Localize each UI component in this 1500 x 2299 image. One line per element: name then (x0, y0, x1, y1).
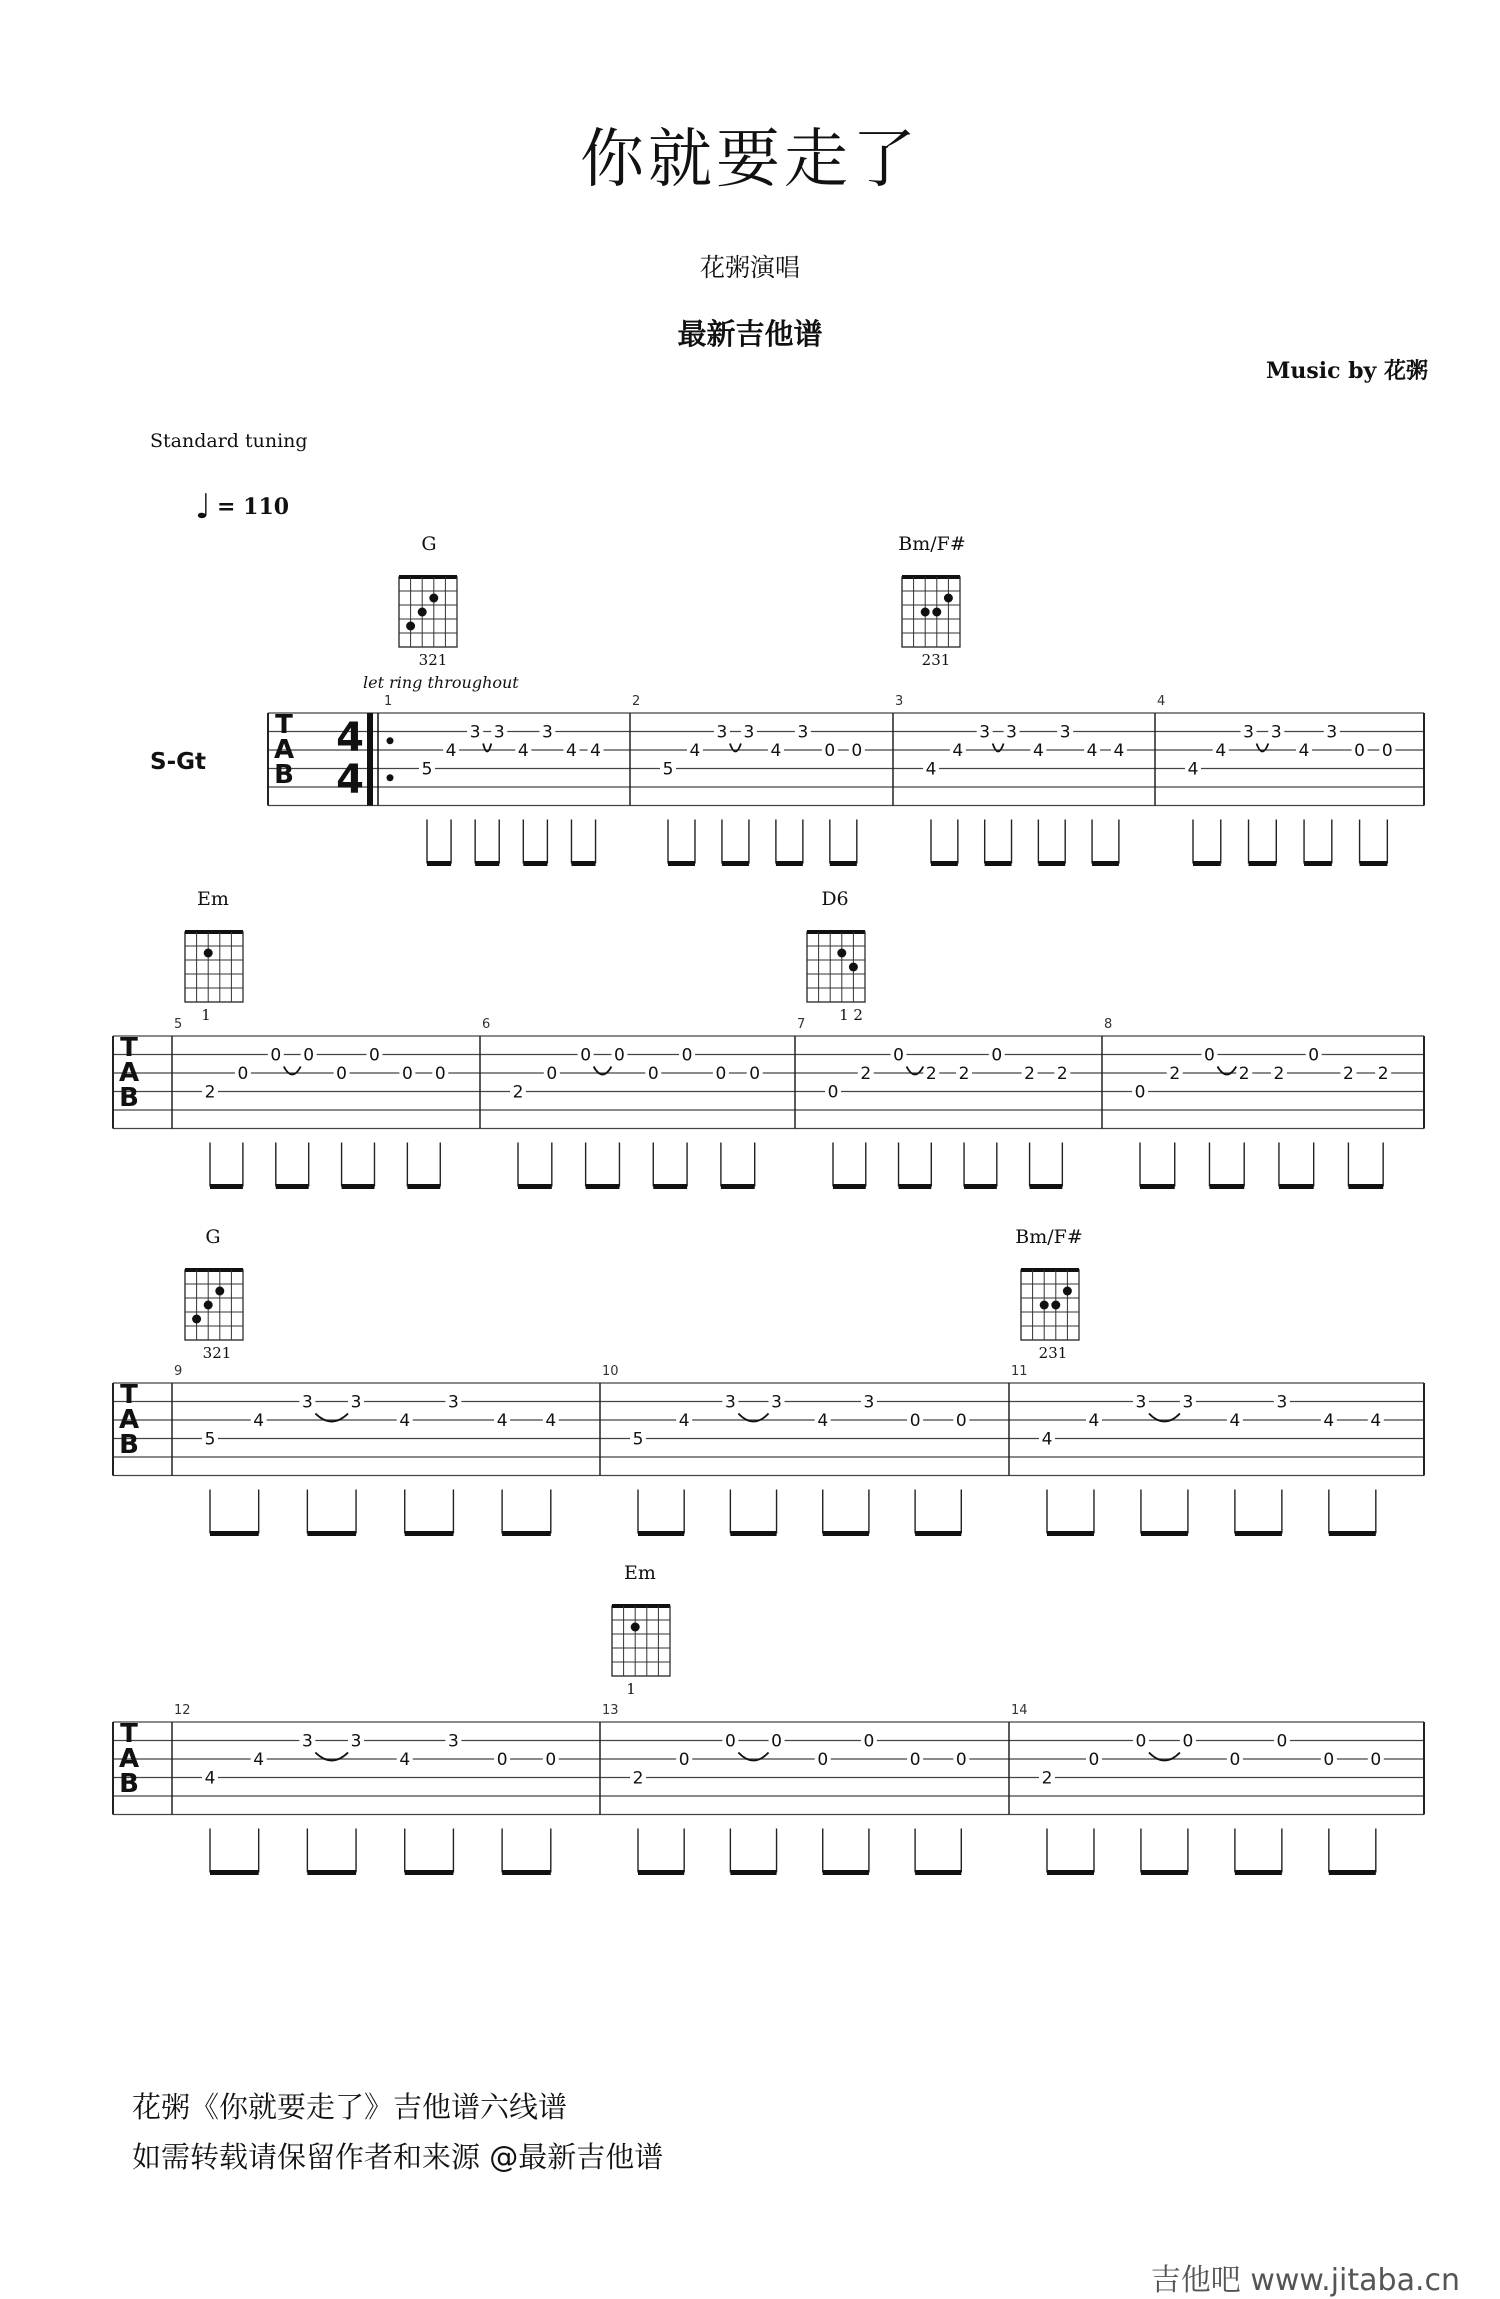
fret-number: 4 (545, 1411, 557, 1431)
chord-finger-dot (837, 949, 846, 958)
fret-number: 0 (1182, 1731, 1194, 1752)
fret-number: 0 (1135, 1731, 1147, 1752)
fret-number: 2 (1343, 1064, 1354, 1084)
fret-number: 3 (1059, 722, 1071, 743)
site-name: 最新吉他谱 (677, 317, 823, 351)
chord-fingering-bm: 231 (921, 651, 951, 669)
fret-number: 0 (909, 1411, 921, 1431)
chord-grid-frame (612, 1606, 670, 1676)
fret-number: 0 (909, 1750, 921, 1770)
song-title: 你就要走了 (580, 123, 920, 197)
fret-number: 2 (632, 1768, 644, 1789)
fret-number: 2 (1024, 1064, 1035, 1084)
fret-number: 0 (749, 1064, 761, 1084)
fret-number: 4 (770, 741, 782, 761)
chord-fingering-em: 1 (201, 1006, 211, 1024)
chord-finger-dot (406, 622, 415, 631)
fret-number: 0 (851, 741, 863, 761)
measure-number: 9 (174, 1364, 183, 1379)
chord-finger-dot (849, 963, 858, 972)
fret-number: 2 (1169, 1064, 1181, 1084)
fret-number: 2 (512, 1082, 524, 1103)
chord-grid-frame (902, 577, 960, 647)
fret-number: 0 (955, 1750, 967, 1770)
fret-number: 4 (399, 1411, 411, 1431)
chord-fingering-g: 321 (418, 651, 448, 669)
fret-number: 0 (1276, 1731, 1288, 1752)
chord-finger-dot (932, 608, 941, 617)
tab-clef-letter: T (275, 710, 293, 740)
fret-number: 0 (434, 1064, 446, 1084)
fret-number: 4 (1032, 741, 1044, 761)
tab-clef-letter: B (119, 1082, 139, 1113)
measure-number: 5 (174, 1017, 183, 1032)
fret-number: 0 (496, 1750, 508, 1770)
time-signature-digit: 4 (336, 757, 364, 803)
fret-number: 5 (662, 759, 674, 780)
fret-number: 3 (1276, 1392, 1288, 1413)
fret-number: 4 (1113, 741, 1125, 761)
let-ring-direction: let ring throughout (363, 673, 519, 692)
quarter-note-icon: ♩ (195, 487, 212, 527)
chord-finger-dot (631, 1623, 640, 1632)
fret-number: 4 (1088, 1411, 1100, 1431)
chord-name-g: G (205, 1226, 221, 1248)
fret-number: 0 (827, 1082, 839, 1103)
footer-line-2: 如需转载请保留作者和来源 @最新吉他谱 (132, 2140, 664, 2174)
chord-finger-dot (204, 949, 213, 958)
fret-number: 4 (925, 759, 937, 780)
fret-number: 4 (204, 1768, 216, 1789)
chord-fingering-g: 321 (202, 1344, 232, 1362)
fret-number: 4 (517, 741, 529, 761)
measure-number: 7 (797, 1017, 806, 1032)
chord-finger-dot (215, 1287, 224, 1296)
chord-grid-frame (185, 1270, 243, 1340)
fret-number: 0 (580, 1045, 592, 1066)
measure-number: 3 (895, 694, 904, 709)
fret-number: 5 (421, 759, 433, 780)
tempo-value: = 110 (217, 494, 290, 520)
fret-number: 4 (253, 1750, 265, 1770)
fret-number: 3 (1243, 722, 1254, 743)
fret-number: 0 (1323, 1750, 1335, 1770)
performer-line: 花粥演唱 (699, 253, 800, 282)
fret-number: 0 (1088, 1750, 1100, 1770)
fret-number: 0 (893, 1045, 904, 1066)
repeat-dot (387, 737, 394, 744)
fret-number: 3 (493, 722, 505, 743)
measure-number: 1 (384, 694, 393, 709)
tab-clef-letter: A (118, 1743, 140, 1774)
fret-number: 4 (253, 1411, 265, 1431)
chord-finger-dot (429, 594, 438, 603)
chord-finger-dot (1051, 1301, 1060, 1310)
fret-number: 0 (647, 1064, 659, 1084)
tab-clef-letter: T (120, 1380, 138, 1410)
footer-line-1: 花粥《你就要走了》吉他谱六线谱 (132, 2090, 568, 2124)
fret-number: 4 (590, 741, 601, 761)
chord-finger-dot (921, 608, 930, 617)
tab-clef-letter: A (273, 734, 295, 765)
measure-number: 4 (1157, 694, 1166, 709)
fret-number: 2 (1056, 1064, 1068, 1084)
chord-finger-dot (944, 594, 953, 603)
fret-number: 4 (566, 741, 577, 761)
chord-name-bm-f#: Bm/F# (1015, 1226, 1083, 1248)
fret-number: 0 (545, 1750, 557, 1770)
chord-name-em: Em (197, 888, 229, 910)
fret-number: 4 (817, 1411, 829, 1431)
fret-number: 0 (991, 1045, 1003, 1066)
measure-number: 11 (1011, 1364, 1028, 1379)
fret-number: 0 (678, 1750, 690, 1770)
measure-number: 13 (602, 1703, 619, 1718)
chord-grid-frame (185, 932, 243, 1002)
fret-number: 3 (1182, 1392, 1194, 1413)
chord-finger-dot (418, 608, 427, 617)
measure-number: 12 (174, 1703, 191, 1718)
fret-number: 4 (1041, 1429, 1053, 1450)
fret-number: 4 (1215, 741, 1227, 761)
fret-number: 3 (1135, 1392, 1147, 1413)
fret-number: 3 (350, 1731, 362, 1752)
fret-number: 3 (448, 1392, 459, 1413)
fret-number: 3 (771, 1392, 782, 1413)
chord-finger-dot (1040, 1301, 1049, 1310)
measure-number: 14 (1011, 1703, 1028, 1718)
fret-number: 3 (469, 722, 481, 743)
fret-number: 4 (1298, 741, 1310, 761)
fret-number: 0 (1381, 741, 1393, 761)
fret-number: 2 (925, 1064, 937, 1084)
fret-number: 0 (1229, 1750, 1241, 1770)
fret-number: 0 (336, 1064, 347, 1084)
fret-number: 0 (1134, 1082, 1146, 1103)
fret-number: 0 (1204, 1045, 1215, 1066)
chord-name-d6: D6 (821, 888, 849, 910)
fret-number: 2 (204, 1082, 216, 1103)
fret-number: 5 (632, 1429, 644, 1450)
fret-number: 4 (399, 1750, 411, 1770)
fret-number: 2 (1041, 1768, 1053, 1789)
chord-name-g: G (421, 533, 437, 555)
fret-number: 4 (689, 741, 701, 761)
fret-number: 0 (824, 741, 836, 761)
fret-number: 0 (681, 1045, 693, 1066)
fret-number: 3 (863, 1392, 875, 1413)
fret-number: 0 (614, 1045, 625, 1066)
fret-number: 0 (715, 1064, 727, 1084)
fret-number: 3 (716, 722, 728, 743)
fret-number: 0 (817, 1750, 829, 1770)
fret-number: 4 (678, 1411, 690, 1431)
fret-number: 3 (1006, 722, 1017, 743)
fret-number: 4 (1187, 759, 1199, 780)
chord-fingering-bm: 231 (1038, 1344, 1068, 1362)
fret-number: 0 (955, 1411, 967, 1431)
fret-number: 3 (448, 1731, 459, 1752)
fret-number: 0 (1370, 1750, 1382, 1770)
measure-number: 6 (482, 1017, 491, 1032)
fret-number: 2 (1273, 1064, 1285, 1084)
fret-number: 2 (1238, 1064, 1250, 1084)
fret-number: 0 (1308, 1045, 1320, 1066)
tuning-label: Standard tuning (150, 430, 308, 452)
fret-number: 0 (369, 1045, 380, 1066)
fret-number: 3 (743, 722, 755, 743)
fret-number: 4 (496, 1411, 508, 1431)
chord-finger-dot (192, 1315, 201, 1324)
chord-finger-dot (1063, 1287, 1072, 1296)
fret-number: 0 (237, 1064, 249, 1084)
fret-number: 0 (270, 1045, 282, 1066)
fret-number: 4 (1229, 1411, 1241, 1431)
tab-clef-letter: B (119, 1768, 139, 1799)
tab-clef-letter: T (120, 1033, 138, 1063)
tab-clef-letter: B (274, 759, 294, 790)
fret-number: 3 (1326, 722, 1338, 743)
measure-number: 8 (1104, 1017, 1113, 1032)
tab-clef-letter: A (118, 1404, 140, 1435)
chord-fingering-em: 1 (626, 1680, 636, 1698)
fret-number: 3 (301, 1392, 313, 1413)
chord-grid-frame (399, 577, 457, 647)
chord-name-bm-f#: Bm/F# (898, 533, 966, 555)
time-signature-digit: 4 (336, 715, 364, 761)
fret-number: 4 (445, 741, 457, 761)
tab-clef-letter: A (118, 1057, 140, 1088)
fret-number: 3 (1270, 722, 1282, 743)
fret-number: 0 (724, 1731, 736, 1752)
fret-number: 3 (541, 722, 553, 743)
fret-number: 3 (350, 1392, 362, 1413)
fret-number: 3 (797, 722, 809, 743)
fret-number: 4 (1323, 1411, 1335, 1431)
fret-number: 4 (1370, 1411, 1382, 1431)
tab-clef-letter: T (120, 1719, 138, 1749)
fret-number: 3 (301, 1731, 313, 1752)
tab-clef-letter: B (119, 1429, 139, 1460)
fret-number: 2 (958, 1064, 970, 1084)
chord-finger-dot (204, 1301, 213, 1310)
fret-number: 0 (863, 1731, 875, 1752)
measure-number: 10 (602, 1364, 619, 1379)
composer-credit: Music by 花粥 (1266, 358, 1428, 384)
fret-number: 0 (771, 1731, 782, 1752)
fret-number: 2 (1377, 1064, 1389, 1084)
chord-fingering-d6: 1 2 (839, 1006, 863, 1024)
fret-number: 0 (1354, 741, 1365, 761)
chord-grid-frame (1021, 1270, 1079, 1340)
fret-number: 5 (204, 1429, 216, 1450)
repeat-dot (387, 774, 394, 781)
fret-number: 4 (1086, 741, 1098, 761)
measure-number: 2 (632, 694, 641, 709)
fret-number: 4 (952, 741, 964, 761)
fret-number: 3 (979, 722, 991, 743)
fret-number: 3 (724, 1392, 736, 1413)
fret-number: 2 (860, 1064, 872, 1084)
fret-number: 0 (546, 1064, 558, 1084)
fret-number: 0 (401, 1064, 413, 1084)
track-name: S-Gt (150, 749, 206, 775)
chord-name-em: Em (624, 1562, 656, 1584)
fret-number: 0 (303, 1045, 315, 1066)
site-watermark: 吉他吧 www.jitaba.cn (1150, 2263, 1460, 2298)
